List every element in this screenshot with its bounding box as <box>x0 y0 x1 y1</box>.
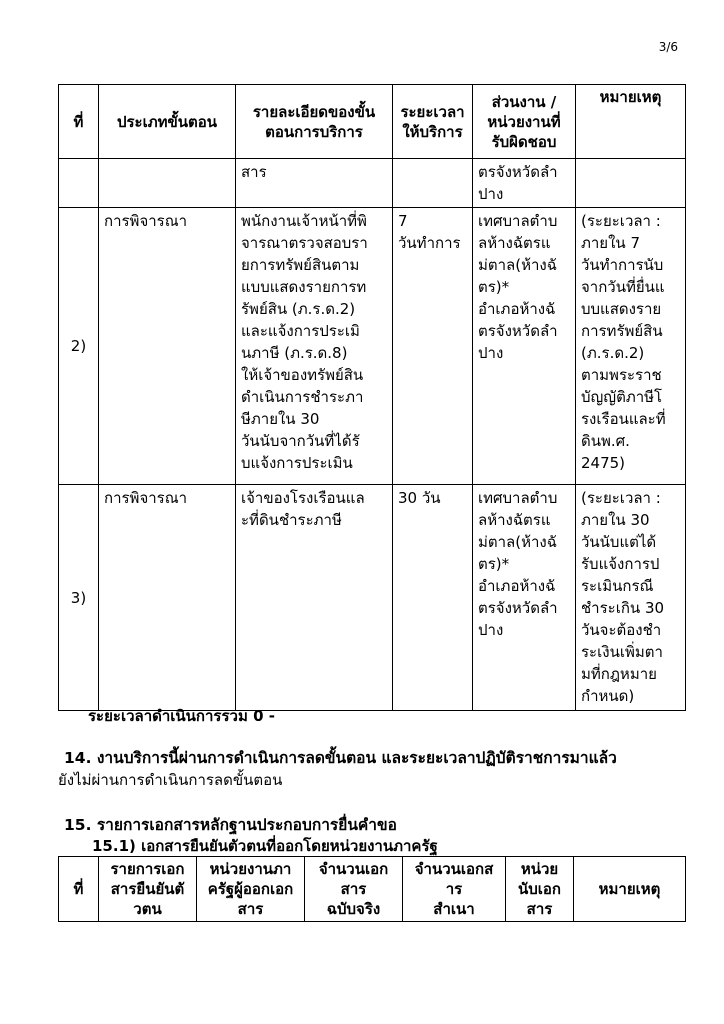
section-14-heading: 14. งานบริการนี้ผ่านการดำเนินการลดขั้นตอน และระยะเวลาปฏิบัติราชการมาแล้ว <box>64 749 617 767</box>
step-type: การพิจารณา <box>99 208 236 485</box>
header-copy-count: จำนวนเอกส าร สำเนา <box>403 857 506 922</box>
header-no: ที่ <box>59 85 99 159</box>
step-type: การพิจารณา <box>99 485 236 711</box>
section-15-1-heading: 15.1) เอกสารยืนยันตัวตนที่ออกโดยหน่วยงานภาครัฐ <box>92 837 438 855</box>
header-unit: หน่วย นับเอก สาร <box>506 857 574 922</box>
header-duration: ระยะเวลา ให้บริการ <box>393 85 473 159</box>
step-agency: เทศบาลตำบ ลห้างฉัตรแ ม่ตาล(ห้างฉั ตร)* อำเภอห้างฉั ตรจังหวัดลำ ปาง <box>473 208 576 485</box>
step-number: 2) <box>59 208 99 485</box>
section-15-heading: 15. รายการเอกสารหลักฐานประกอบการยื่นคำขอ <box>64 816 397 834</box>
table-row <box>59 208 686 485</box>
table-row-continuation <box>59 159 686 208</box>
header-step-detail: รายละเอียดของขั้น ตอนการบริการ <box>236 85 393 159</box>
step-duration: 30 วัน <box>393 485 473 711</box>
header-remark: หมายเหตุ <box>574 857 686 922</box>
step-number: 3) <box>59 485 99 711</box>
step-remark: (ระยะเวลา : ภายใน 30 วันนับแต่ได้ รับแจ้งการป ระเมินกรณี ชำระเกิน 30 วันจะต้องชำ ระเงินเพิ่มตา มที่กฎหมาย กำหนด) <box>576 485 686 711</box>
process-steps-table <box>58 84 686 711</box>
header-original-count: จำนวนเอก สาร ฉบับจริง <box>305 857 403 922</box>
step-agency: เทศบาลตำบ ลห้างฉัตรแ ม่ตาล(ห้างฉั ตร)* อำเภอห้างฉั ตรจังหวัดลำ ปาง <box>473 485 576 711</box>
page-number: 3/6 <box>658 40 678 54</box>
total-duration: ระยะเวลาดำเนินการรวม 0 - <box>88 707 275 725</box>
continuation-agency: ตรจังหวัดลำ ปาง <box>473 159 576 208</box>
identity-documents-table <box>58 856 686 922</box>
section-14-body: ยังไม่ผ่านการดำเนินการลดขั้นตอน <box>58 771 283 789</box>
header-remark: หมายเหตุ <box>576 85 686 159</box>
step-detail: เจ้าของโรงเรือนแล ะที่ดินชำระภาษี <box>236 485 393 711</box>
table-row <box>59 485 686 711</box>
continuation-detail: สาร <box>236 159 393 208</box>
header-document-name: รายการเอก สารยืนยันตั วตน <box>99 857 197 922</box>
table-header-row <box>59 857 686 922</box>
step-detail: พนักงานเจ้าหน้าที่พิ จารณาตรวจสอบรา ยการทรัพย์สินตาม แบบแสดงรายการท รัพย์สิน (ภ.ร.ด.2) และแจ้งการประเมิ นภาษี (ภ.ร.ด.8) ให้เจ้าของทรัพย์สิน ดำเนินการชำระภา ษีภายใน 30 วันนับจากวันที่ได้รั บแจ้งการประเมิน <box>236 208 393 485</box>
step-duration: 7 วันทำการ <box>393 208 473 485</box>
table-header-row <box>59 85 686 159</box>
step-remark: (ระยะเวลา : ภายใน 7 วันทำการนับ จากวันที่ยื่นแ บบแสดงราย การทรัพย์สิน (ภ.ร.ด.2) ตามพระราช บัญญัติภาษีโ รงเรือนและที่ ดินพ.ศ. 2475) <box>576 208 686 485</box>
header-step-type: ประเภทขั้นตอน <box>99 85 236 159</box>
header-agency: ส่วนงาน / หน่วยงานที่ รับผิดชอบ <box>473 85 576 159</box>
header-issuing-agency: หน่วยงานภา ครัฐผู้ออกเอก สาร <box>197 857 305 922</box>
header-no: ที่ <box>59 857 99 922</box>
